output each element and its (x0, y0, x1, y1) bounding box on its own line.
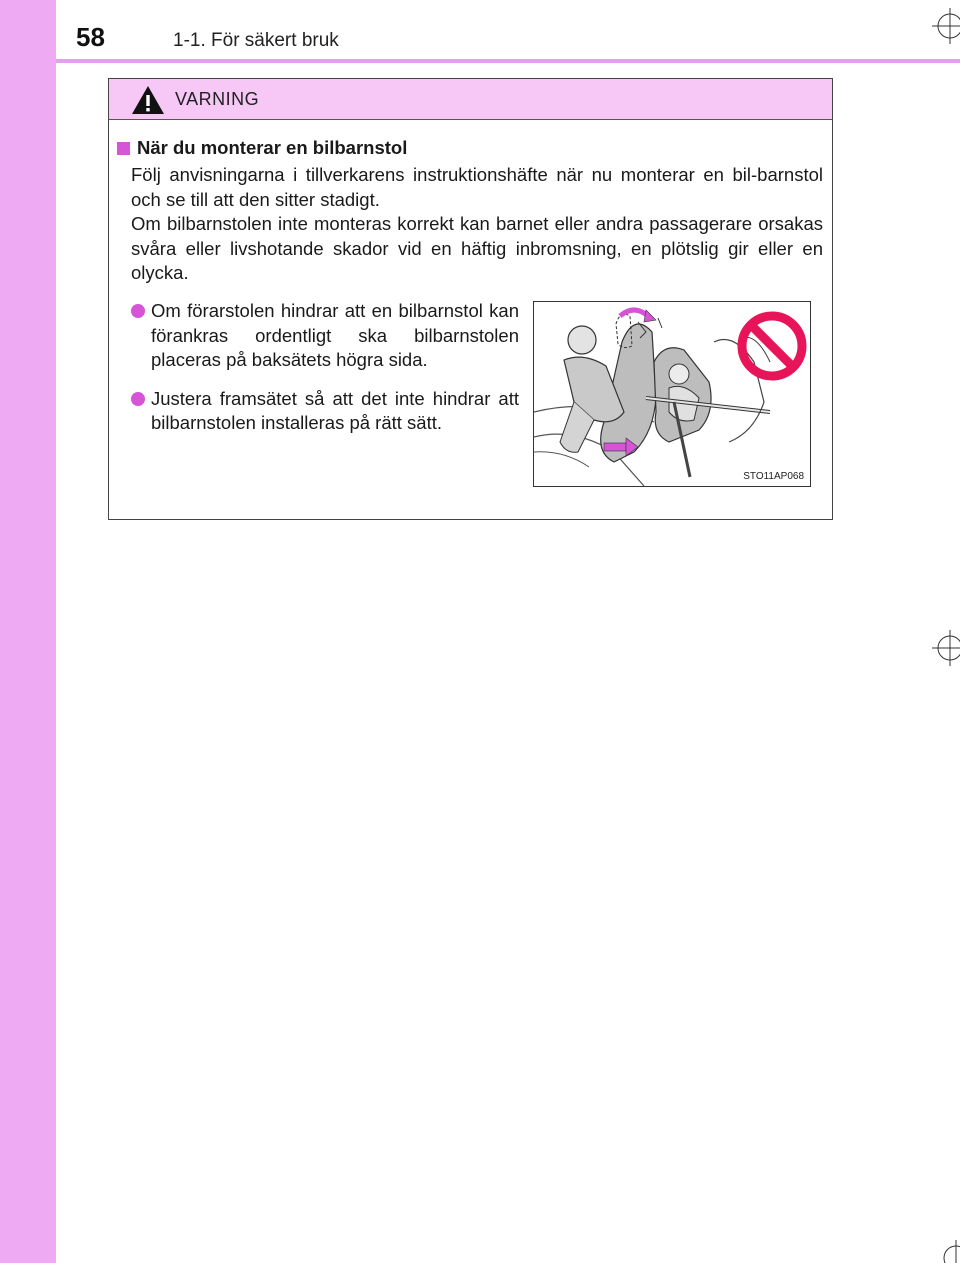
prohibition-sign-icon (742, 316, 802, 376)
list-item (129, 299, 519, 373)
paragraph-2: Om bilbarnstolen inte monteras korrekt kan barnet eller andra passagerare orsakas svåra eller livshotande skador vid en häftig inbromsning, en plötslig gir eller en olycka. (131, 213, 823, 283)
warning-subheading (117, 137, 407, 159)
round-bullet-icon (131, 304, 145, 318)
illustration-code: STO11AP068 (743, 471, 804, 482)
warning-box (108, 78, 833, 520)
list-item (129, 387, 519, 436)
bullet-list (129, 299, 519, 450)
car-seat-drawing (534, 302, 810, 486)
warning-triangle-icon (131, 85, 165, 115)
crop-mark-top-right (928, 8, 960, 44)
warning-header (109, 79, 832, 120)
page-number: 58 (76, 22, 105, 52)
header-rule (56, 59, 960, 63)
bullet-text: Justera framsätet så att det inte hindrar att bilbarnstolen installeras på rätt sätt. (151, 387, 519, 433)
crop-mark-bottom-right (938, 1240, 960, 1263)
bullet-text: Om förarstolen hindrar att en bilbarnstol kan förankras ordentligt ska bilbarnstolen placeras på baksätets högra sida. (151, 300, 519, 370)
section-title: 1-1. För säkert bruk (173, 30, 339, 51)
crop-mark-middle-right (928, 630, 960, 666)
paragraph-1: Följ anvisningarna i tillverkarens instruktionshäfte när nu monterar en bil-barnstol och se till att den sitter stadigt. (131, 164, 823, 210)
subheading-text: När du monterar en bilbarnstol (137, 137, 408, 158)
side-strip (0, 0, 56, 1263)
warning-label: VARNING (175, 88, 260, 109)
square-bullet-icon (117, 142, 130, 155)
round-bullet-icon (131, 392, 145, 406)
car-seat-illustration (533, 301, 811, 487)
